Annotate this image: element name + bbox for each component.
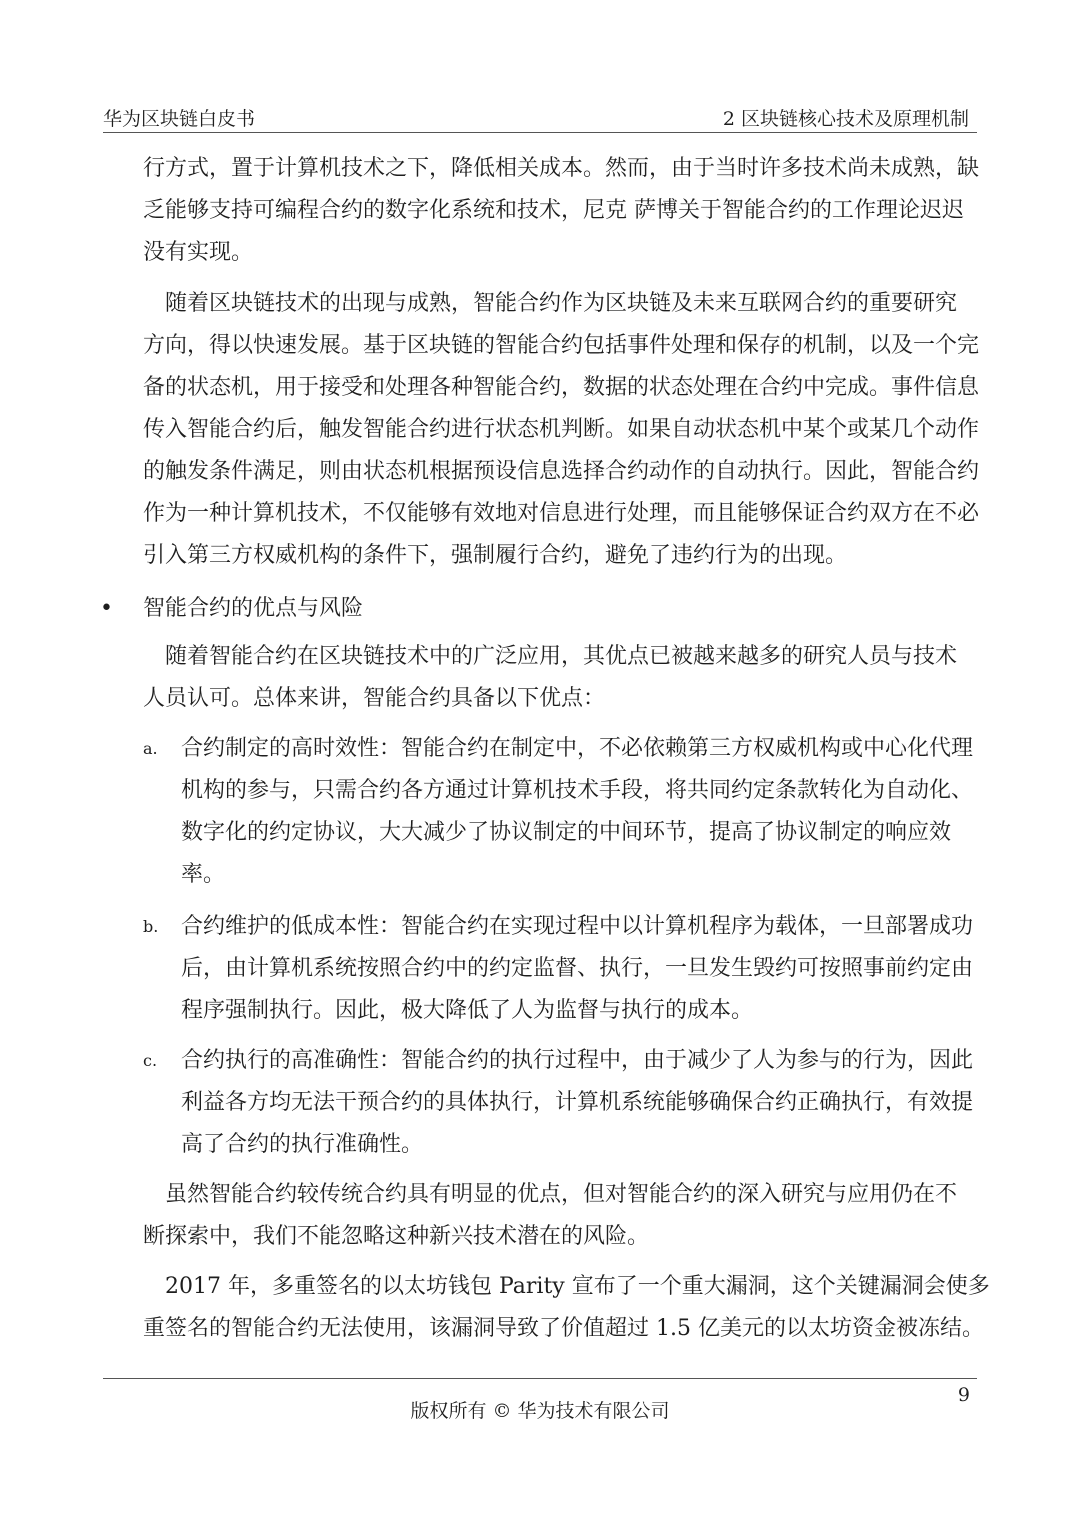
text-line: 数字化的约定协议，大大减少了协议制定的中间环节，提高了协议制定的响应效 bbox=[181, 820, 952, 845]
page-header bbox=[103, 104, 977, 130]
text-line: 引入第三方权威机构的条件下，强制履行合约，避免了违约行为的出现。 bbox=[143, 543, 848, 568]
page-number: 9 bbox=[957, 1384, 970, 1406]
text-line: 后，由计算机系统按照合约中的约定监督、执行，一旦发生毁约可按照事前约定由 bbox=[181, 956, 974, 981]
text-line: 合约执行的高准确性：智能合约的执行过程中，由于减少了人为参与的行为，因此 bbox=[181, 1048, 974, 1073]
list-marker: b. bbox=[143, 917, 159, 936]
list-marker: c. bbox=[143, 1051, 158, 1070]
text-line: 高了合约的执行准确性。 bbox=[181, 1132, 424, 1157]
text-line: 随着区块链技术的出现与成熟，智能合约作为区块链及未来互联网合约的重要研究 bbox=[143, 291, 958, 316]
text-line: 的触发条件满足，则由状态机根据预设信息选择合约动作的自动执行。因此，智能合约 bbox=[143, 459, 980, 484]
text-line: 作为一种计算机技术，不仅能够有效地对信息进行处理，而且能够保证合约双方在不必 bbox=[143, 501, 980, 526]
text-line: 合约维护的低成本性：智能合约在实现过程中以计算机程序为载体，一旦部署成功 bbox=[181, 914, 974, 939]
text-line: 合约制定的高时效性：智能合约在制定中，不必依赖第三方权威机构或中心化代理 bbox=[181, 736, 974, 761]
text-line: 重签名的智能合约无法使用，该漏洞导致了价值超过 1.5 亿美元的以太坊资金被冻结。 bbox=[143, 1316, 984, 1341]
text-line: 备的状态机，用于接受和处理各种智能合约，数据的状态处理在合约中完成。事件信息 bbox=[143, 375, 980, 400]
advantages-list bbox=[143, 728, 973, 1166]
paragraph-2 bbox=[143, 283, 980, 577]
copyright-notice: 版权所有 © 华为技术有限公司 bbox=[410, 1400, 670, 1422]
text-line: 利益各方均无法干预合约的具体执行，计算机系统能够确保合约正确执行，有效提 bbox=[181, 1090, 974, 1115]
document-title: 华为区块链白皮书 bbox=[103, 108, 256, 130]
text-line: 程序强制执行。因此，极大降低了人为监督与执行的成本。 bbox=[181, 998, 754, 1023]
text-line: 行方式，置于计算机技术之下，降低相关成本。然而，由于当时许多技术尚未成熟，缺 bbox=[143, 156, 980, 181]
text-line: 没有实现。 bbox=[143, 240, 254, 265]
list-item-a bbox=[143, 728, 973, 896]
header-divider bbox=[103, 132, 977, 133]
text-line: 乏能够支持可编程合约的数字化系统和技术，尼克 萨博关于智能合约的工作理论迟迟 bbox=[143, 198, 964, 223]
text-line: 虽然智能合约较传统合约具有明显的优点，但对智能合约的深入研究与应用仍在不 bbox=[143, 1182, 958, 1207]
chapter-title: 2 区块链核心技术及原理机制 bbox=[722, 108, 969, 130]
text-line: 机构的参与，只需合约各方通过计算机技术手段，将共同约定条款转化为自动化、 bbox=[181, 778, 974, 803]
paragraph-4 bbox=[143, 1174, 973, 1258]
list-marker: a. bbox=[143, 739, 158, 758]
text-line: 断探索中，我们不能忽略这种新兴技术潜在的风险。 bbox=[143, 1224, 650, 1249]
text-line: 方向，得以快速发展。基于区块链的智能合约包括事件处理和保存的机制，以及一个完 bbox=[143, 333, 980, 358]
text-line: 率。 bbox=[181, 862, 226, 887]
section-heading bbox=[143, 588, 973, 630]
text-line: 随着智能合约在区块链技术中的广泛应用，其优点已被越来越多的研究人员与技术 bbox=[143, 644, 958, 669]
bullet-heading: 智能合约的优点与风险 bbox=[143, 596, 364, 621]
paragraph-3 bbox=[143, 636, 973, 720]
list-item-c bbox=[143, 1040, 973, 1166]
text-line: 2017 年，多重签名的以太坊钱包 Parity 宣布了一个重大漏洞，这个关键漏洞会使多 bbox=[143, 1274, 990, 1299]
paragraph-1 bbox=[143, 148, 980, 274]
bullet-marker: • bbox=[100, 596, 113, 621]
paragraph-5 bbox=[143, 1266, 990, 1350]
text-line: 人员认可。总体来讲，智能合约具备以下优点： bbox=[143, 686, 606, 711]
footer-divider bbox=[103, 1378, 977, 1379]
list-item-b bbox=[143, 906, 973, 1032]
text-line: 传入智能合约后，触发智能合约进行状态机判断。如果自动状态机中某个或某几个动作 bbox=[143, 417, 980, 442]
